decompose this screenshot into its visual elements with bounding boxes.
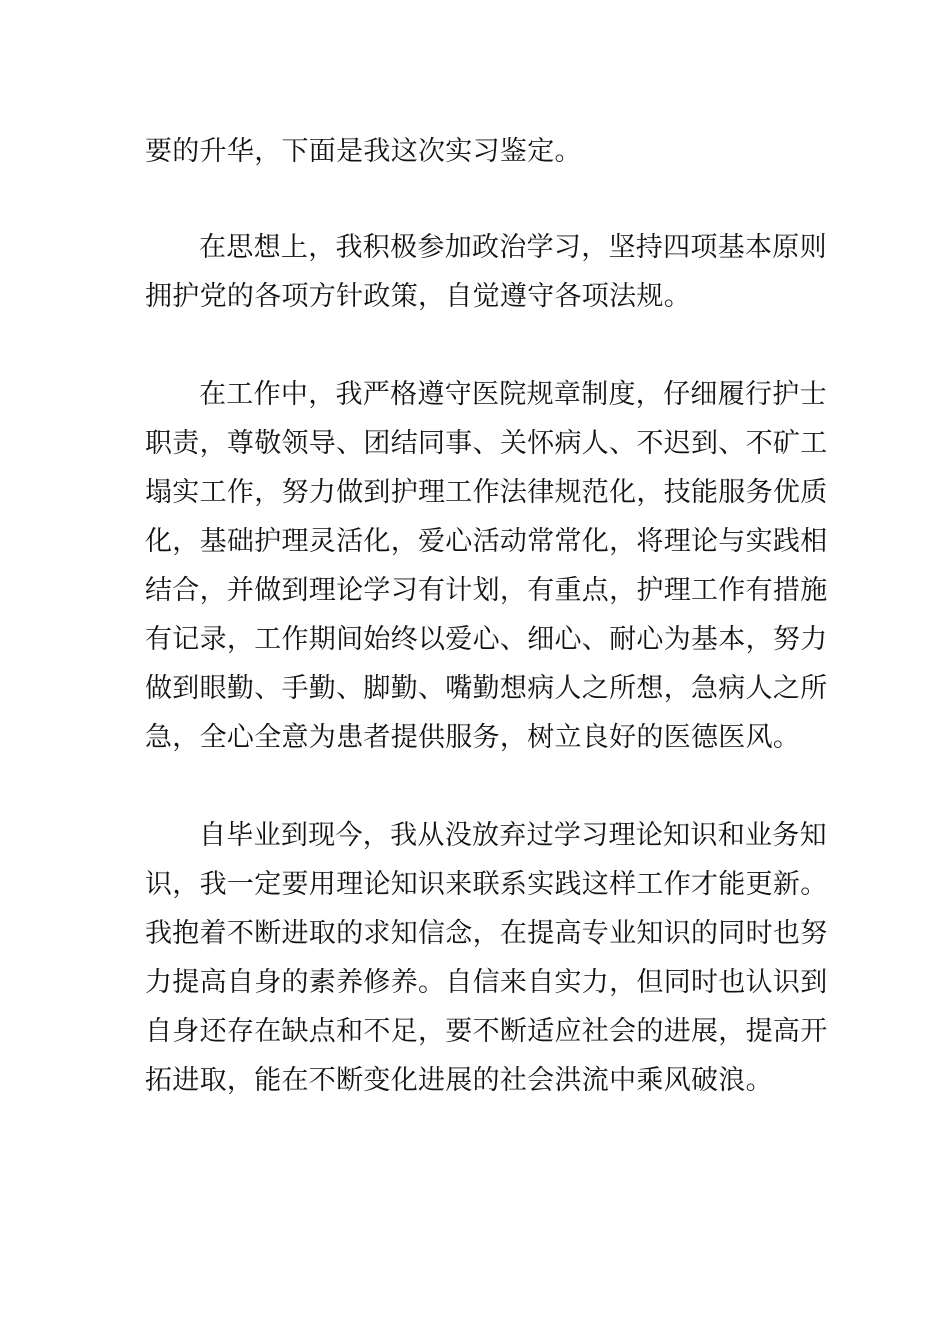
text-line: 自毕业到现今，我从没放弃过学习理论知识和业务知: [199, 820, 827, 851]
text-line: 职责，尊敬领导、团结同事、关怀病人、不迟到、不矿工: [145, 428, 828, 459]
text-line: 有记录，工作期间始终以爱心、细心、耐心为基本，努力: [145, 624, 828, 655]
text-line: 我抱着不断进取的求知信念，在提高专业知识的同时也努: [145, 918, 828, 949]
text-line: 塌实工作，努力做到护理工作法律规范化，技能服务优质: [145, 477, 828, 508]
text-line: 自身还存在缺点和不足，要不断适应社会的进展，提高开: [145, 1016, 828, 1047]
text-line: 识，我一定要用理论知识来联系实践这样工作才能更新。: [145, 869, 828, 900]
text-line: 拥护党的各项方针政策，自觉遵守各项法规。: [145, 281, 691, 312]
text-line: 在工作中，我严格遵守医院规章制度，仔细履行护士: [199, 379, 827, 410]
text-line: 急，全心全意为患者提供服务，树立良好的医德医风。: [145, 722, 801, 753]
text-line: 化，基础护理灵活化，爱心活动常常化，将理论与实践相: [145, 526, 828, 557]
text-line: 拓进取，能在不断变化进展的社会洪流中乘风破浪。: [145, 1065, 773, 1096]
text-line: 要的升华，下面是我这次实习鉴定。: [145, 136, 582, 167]
text-line: 做到眼勤、手勤、脚勤、嘴勤想病人之所想，急病人之所: [145, 673, 828, 704]
text-line: 力提高自身的素养修养。自信来自实力，但同时也认识到: [145, 967, 828, 998]
text-line: 在思想上，我积极参加政治学习，坚持四项基本原则: [199, 232, 827, 263]
text-line: 结合，并做到理论学习有计划，有重点，护理工作有措施: [145, 575, 828, 606]
